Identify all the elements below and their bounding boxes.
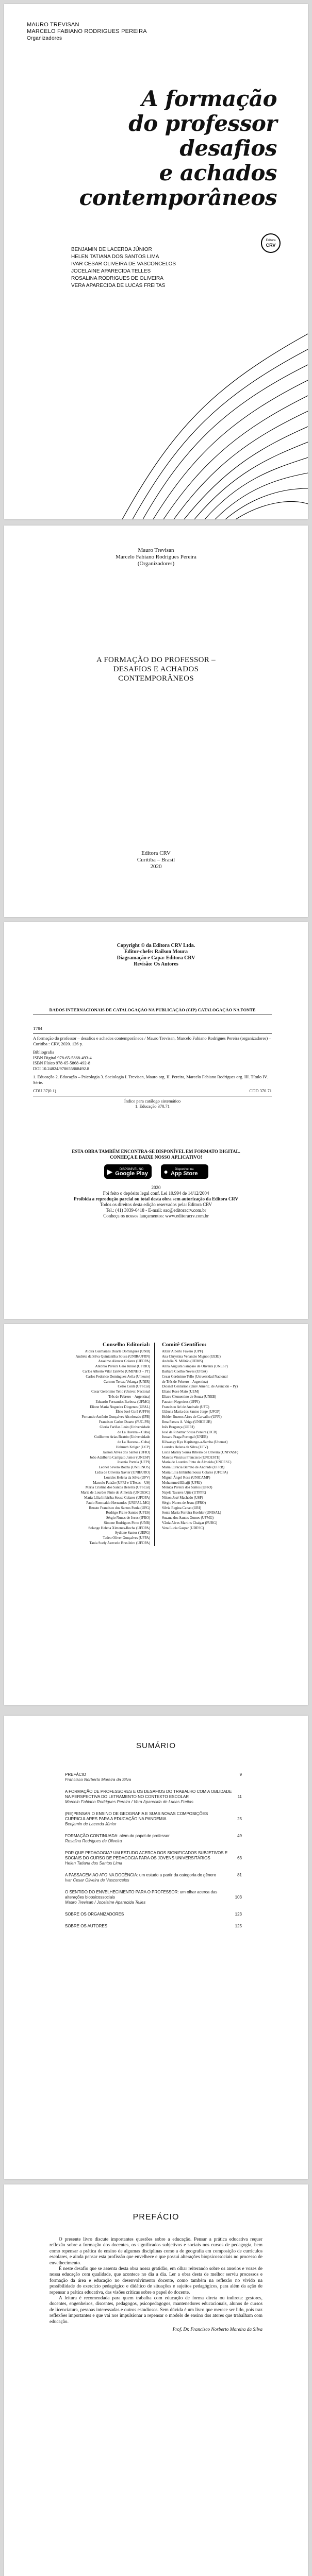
council-member: Élsio José Corá (UFFS) (116, 1410, 150, 1414)
toc-page: 11 (237, 1794, 242, 1799)
council-member: Ilma Passos A. Veiga (UNICEUB) (162, 1419, 212, 1424)
play-icon: ▶ (107, 1167, 113, 1176)
council-member: Maria de Lourdes Pinto de Almeida (UNOESC) (162, 1460, 232, 1465)
catalog-isbn-digital: ISBN Digital 978-65-5868-493-4 (33, 1055, 92, 1060)
cdd-code: CDD 370.71 (249, 1088, 272, 1093)
council-member: Andréia da Silva Quintanilha Sousa (UNIR/UFRN) (75, 1354, 150, 1359)
council-member: João Adalberto Campato Junior (UNESP) (89, 1455, 150, 1460)
toc-line (65, 1924, 242, 1929)
copyright-page (4, 922, 308, 1319)
toc-item[interactable] (65, 1834, 242, 1844)
council-member: Altair Alberto Fávero (UPF) (162, 1349, 203, 1353)
council-member: Lucia Marisy Souza Ribeiro de Oliveira (UNIVASF) (162, 1450, 239, 1454)
council-member: Lourdes Helena da Silva (UFV) (162, 1445, 208, 1449)
council-member: Gloria Fariñas León (Universidade (100, 1425, 150, 1429)
toc-line (65, 1772, 242, 1777)
catalog-entry: A formação do professor – desafios e achados contemporâneos / Mauro Trevisan, Marcelo Fabiano Rodrigues Pereira (organizadores) – Curitiba : CRV, 2020. 126 p. (33, 1036, 271, 1046)
council-member: Marcelo Paixão (UFRJ e UTexas – US) (93, 1480, 150, 1485)
council-member: de La Havana – Cuba) (118, 1430, 150, 1434)
council-member: Mônica Pereira dos Santos (UFRJ) (162, 1485, 212, 1490)
council-member: Elione Maria Nogueira Diogenes (UFAL) (90, 1404, 150, 1409)
council-member: Andréia N. Militão (UEMS) (162, 1359, 203, 1364)
catalog-biblio: Bibliografia (33, 1049, 55, 1055)
council-member: Cesar Gerónimo Tello (Universidad Nacional (162, 1374, 228, 1379)
editorial-council-title: Conselho Editorial: (103, 1342, 150, 1348)
toc-item[interactable] (65, 1890, 242, 1905)
editor-line: Editor-chefe: Railson Moura (124, 949, 188, 955)
council-member: Helder Buenos Aires de Carvalho (UFPI) (162, 1415, 222, 1419)
toc-author: Mauro Trevisan / Jocelaine Aparecida Telles (65, 1900, 146, 1905)
toc-title: PREFÁCIO (65, 1772, 86, 1777)
app-store-label: App Store (170, 1171, 198, 1177)
toc-title: SOBRE OS ORGANIZADORES (65, 1912, 124, 1917)
organizer-name: Marcelo Fabiano Rodrigues Pereira (116, 554, 196, 560)
council-member: Maria Lília Imbiriba Sousa Colares (UFOPA) (84, 1495, 150, 1500)
council-member: Antônio Pereira Gaio Júnior (UFRRJ) (95, 1364, 150, 1369)
council-member: Carlos Federico Dominguez Avila (Unieuro) (86, 1374, 150, 1379)
publisher-name: Editora CRV (141, 850, 171, 856)
toc-page: 103 (235, 1895, 242, 1900)
council-member: Lourdes Helena da Silva (UFV) (104, 1475, 150, 1480)
council-member: Aldira Guimarães Duarte Domínguez (UNB) (85, 1349, 150, 1353)
toc-item[interactable] (65, 1924, 242, 1929)
cover-author: IVAR CESAR OLIVEIRA DE VASCONCELOS (71, 261, 176, 267)
table-of-contents (65, 1772, 242, 1936)
toc-title: FORMAÇÃO CONTINUADA: além do papel de professor (65, 1834, 170, 1838)
organizer-name: Mauro Trevisan (138, 547, 174, 553)
preface-paragraph: A leitura é recomendada para quem trabalha com educação de forma direta ou indireta: gestores, docentes, engenheiros, discentes, pedagogos, psicopedagogos, mantenedores educacionais, alunos de cursos de licenciatura, pessoas interessadas e outros estudiosos. Sem dúvida é um livro que merece ser lido, pois traz reflexões importantes e que vai nos impulsionar a repensar o modelo de ensino dos atores que trabalham com educação. (50, 2296, 262, 2325)
council-member: Diosnel Centurion (Univ Americ. de Asunción – Py) (162, 1384, 238, 1389)
preface-heading: PREFÁCIO (133, 2213, 179, 2222)
google-play-label: Google Play (115, 1171, 148, 1177)
council-member: Míguel Ángel Rosa (UNICAMP) (162, 1475, 210, 1480)
preface-body (50, 2237, 262, 2333)
council-member: Silvia Regina Canan (URI) (162, 1505, 202, 1510)
toc-title: A PASSAGEM AO ATO NA DOCÊNCIA: um estudo a partir da categoria do gênero (65, 1873, 217, 1877)
title-page-organizers (4, 547, 308, 567)
publisher-logo-text: CRV (266, 243, 276, 248)
cover-author: BENJAMIN DE LACERDA JÚNIOR (71, 247, 152, 252)
toc-page: 125 (235, 1924, 242, 1928)
publisher-logo (261, 233, 281, 253)
cover-organizer-2: MARCELO FABIANO RODRIGUES PEREIRA (27, 28, 147, 35)
scientific-committee (158, 1343, 292, 1546)
council-member: Simone Rodrigues Pinto (UNB) (104, 1520, 150, 1525)
toc-item[interactable] (65, 1811, 242, 1827)
council-member: Josania Portela (UFPI) (117, 1460, 150, 1465)
google-play-small: DISPONÍVEL NO (119, 1168, 144, 1171)
toc-author: Rosalina Rodrigues de Oliveira (65, 1839, 122, 1843)
council-member: Francisco Ari de Andrade (UFC) (162, 1404, 209, 1409)
publisher-year: 2020 (150, 863, 162, 870)
book-title (25, 655, 287, 683)
cdu-code: CDU 37(0.1) (33, 1088, 56, 1093)
catalog-title: DADOS INTERNACIONAIS DE CATALOGAÇÃO NA PUBLICAÇÃO (CIP) CATALOGAÇÃO NA FONTE (33, 1007, 272, 1014)
toc-title: A FORMAÇÃO DE PROFESSORES E OS DESAFIOS DO TRABALHO COM A OBLIDADE NA PERSPECTIVA DO LETRAMENTO NO CONTEXTO ESCOLAR (65, 1789, 232, 1799)
toc-line (65, 1811, 242, 1822)
council-member: Vânia Alves Martins Chaigar (FURG) (162, 1520, 217, 1525)
toc-item[interactable] (65, 1873, 242, 1883)
council-member: Inês Bragança (UERJ) (162, 1425, 194, 1429)
publisher-city: Curitiba – Brasil (137, 857, 175, 863)
toc-title: POR QUE PEDAGOGIA? UM ESTUDO ACERCA DOS SIGNIFICADOS SUBJETIVOS E SOCIAIS DO CURSO DE PEDAGOGIA PARA OS JOVENS UNIVERSITÁRIOS (65, 1851, 228, 1860)
catalog-doi: DOI 10.24824/978655868492.8 (33, 1065, 89, 1071)
council-member: Maria Eurácia Barreto de Andrade (UFRB) (162, 1465, 225, 1470)
toc-page: 25 (237, 1817, 242, 1821)
council-member: Lídia de Oliveira Xavier (UNIEURO) (95, 1470, 150, 1475)
council-member: Maria de Lourdes Pinto de Almeida (UNOESC) (80, 1490, 150, 1495)
book-title-line: A FORMAÇÃO DO PROFESSOR – (96, 656, 216, 664)
council-member: Najela Tavares Ujiie (UTFPR) (162, 1490, 206, 1495)
council-member: Francisco Carlos Duarte (PUC-PR) (99, 1419, 150, 1424)
toc-page: 9 (239, 1772, 242, 1777)
legal-prohibited: Proibida a reprodução parcial ou total desta obra sem autorização da Editora CRV (73, 1196, 238, 1201)
toc-page: 49 (237, 1834, 242, 1838)
apple-icon: ● (163, 1167, 168, 1176)
council-member: Jailson Alves dos Santos (UFRJ) (103, 1450, 150, 1454)
organizer-role: (Organizadores) (137, 561, 175, 567)
legal-deposit: Foi feito o depósito legal conf. Lei 10.994 de 14/12/2004 (103, 1191, 209, 1196)
council-member: Celso Conti (UFSCar) (118, 1384, 150, 1389)
cover-title-line: desafios (179, 135, 277, 161)
google-play-badge[interactable] (104, 1164, 152, 1179)
council-member: Paulo Romualdo Hernandes (UNIFAL-MG) (86, 1500, 150, 1505)
toc-author: Marcelo Fabiano Rodrigues Pereira / Vera Aparecida de Lucas Freitas (65, 1800, 193, 1804)
cover-page (4, 4, 308, 519)
council-member: Vera Lucia Gaspar (UDESC) (162, 1526, 204, 1530)
toc-line (65, 1912, 242, 1917)
classification-row (33, 1088, 272, 1094)
editorial-council (20, 1343, 155, 1546)
review-line: Revisão: Os Autores (134, 961, 178, 967)
book-title-line: CONTEMPORÂNEOS (118, 674, 194, 683)
cover-organizers (27, 22, 147, 42)
cover-author: VERA APARECIDA DE LUCAS FREITAS (71, 283, 166, 289)
catalog-subjects: 1. Educação 2. Educação – Psicologia 3. Sociologia I. Trevisan, Mauro org. II. Pereira, Marcelo Fabiano Rodrigues org. III. Título IV. Série. (33, 1074, 268, 1085)
council-member: Sonia Maria Ferreira Koehler (UNISAL) (162, 1511, 221, 1515)
council-member: Sydione Santos (UEPG) (114, 1531, 150, 1535)
council-member: Fauston Negreiros (UFPI) (162, 1399, 200, 1404)
toc-author: Ivar Cesar Oliveira de Vasconcelos (65, 1878, 129, 1883)
cover-title-line: contemporâneos (79, 185, 277, 210)
summary-page (4, 1716, 308, 2179)
title-page (4, 526, 308, 917)
app-notice: CONHEÇA E BAIXE NOSSO APLICATIVO! (110, 1155, 202, 1160)
scientific-committee-list (162, 1349, 292, 1531)
legal-year: 2020 (151, 1185, 161, 1190)
council-member: Cesar Gerónimo Tello (Univer. Nacional (91, 1389, 150, 1394)
digital-edition-block (25, 1149, 287, 1219)
council-member: Anselmo Alencar Colares (UFOPA) (98, 1359, 150, 1364)
council-member: Anna Augusta Sampaio de Oliveira (UNESP) (162, 1364, 228, 1369)
preface-paragraph: É neste desafio que se assenta desta obra nossa gratidão, em olhar reiterando sobre os anseios e vozes de nossa educação com qualidade, que acontece no dia a dia. Ler a obra desta de melhor serviu processos e formação da área e educação no desenvolvimento docente, como também na reflexão no vivido na possibilidade do exercício pedagógico e didático de situações e sujeitos pedagógicos, para além da ação de repensar a prática educativa, das visões críticas sobre o papel do docente. (50, 2266, 262, 2295)
council-member: Tadeu Oliver Gonçalves (UFPA) (103, 1536, 150, 1540)
cover-title-line: e achados (159, 160, 277, 185)
council-member: Gláucia Maria dos Santos Jorge (UFOP) (162, 1410, 221, 1414)
council-member: Kilwangy Kya Kapitango-a-Samba (Unemat) (162, 1440, 228, 1445)
council-member: Tania Suely Azevedo Brasileiro (UFOPA) (89, 1541, 150, 1546)
preface-page (4, 2184, 308, 2576)
toc-author: Helen Tatiana dos Santos Lima (65, 1861, 122, 1866)
layout-line: Diagramação e Capa: Editora CRV (117, 955, 195, 961)
council-member: Elizeu Clementino de Souza (UNEB) (162, 1394, 216, 1399)
toc-item[interactable] (65, 1789, 242, 1805)
scientific-committee-title: Comitê Científico: (162, 1342, 207, 1348)
toc-title: (RE)PENSAR O ENSINO DE GEOGRAFIA E SUAS NOVAS COMPOSIÇÕES CURRICULARES PARA A EDUCAÇÃO NA PANDEMIA (65, 1811, 208, 1821)
council-member: Renato Francisco dos Santos Paula (UFG) (89, 1505, 150, 1510)
legal-contact: Tel.: (41) 3039-6418 - E-mail: sac@editoracrv.com.br (106, 1208, 206, 1213)
council-columns (20, 1343, 292, 1546)
council-member: Marcos Vinicius Francisco (UNOESTE) (162, 1455, 221, 1460)
council-member: Carlos Alberto Vilar Estêvão (UMINHO – PT) (83, 1369, 150, 1374)
toc-line (65, 1873, 242, 1878)
council-member: Solange Helena Ximenes-Rocha (UFOPA) (88, 1526, 150, 1530)
app-store-badge[interactable] (161, 1164, 208, 1179)
summary-heading: SUMÁRIO (136, 1741, 176, 1750)
council-member: de La Havana – Cuba) (118, 1440, 150, 1445)
toc-page: 63 (237, 1856, 242, 1860)
toc-line (65, 1851, 242, 1861)
toc-page: 123 (235, 1912, 242, 1917)
catalog-code: T784 (33, 1025, 42, 1031)
toc-author: Benjamin de Lacerda Júnior (65, 1822, 117, 1826)
cover-role: Organizadores (27, 36, 62, 41)
index-title: Índice para catálogo sistemático (124, 1098, 181, 1104)
cover-title (79, 87, 277, 210)
publisher-info (4, 850, 308, 870)
council-member: Fernando Antônio Gonçalves Alcoforado (IPB) (81, 1415, 150, 1419)
copyright-header (4, 943, 308, 968)
cover-author: ROSALINA RODRIGUES DE OLIVEIRA (71, 276, 163, 281)
council-member: Leonel Severo Rocha (UNISINOS) (98, 1465, 150, 1470)
council-member: Ana Chrystina Venancio Mignot (UERJ) (162, 1354, 221, 1359)
book-title-line: DESAFIOS E ACHADOS (113, 665, 199, 673)
cover-organizer-1: MAURO TREVISAN (27, 22, 79, 28)
toc-title: SOBRE OS AUTORES (65, 1924, 108, 1928)
toc-page: 81 (237, 1873, 242, 1877)
council-member: Mohammed Elhajji (UFRJ) (162, 1480, 202, 1485)
council-member: Nilson José Machado (USP) (162, 1495, 203, 1500)
cover-author: JOCELAINE APARECIDA TELLES (71, 268, 151, 274)
toc-line (65, 1834, 242, 1839)
legal-rights: Todos os direitos desta edição reservados pela: Editora CRV (100, 1202, 212, 1207)
index-block (33, 1098, 272, 1109)
legal-website: Conheça os nossos lançamentos: www.editoracrv.com.br (103, 1213, 209, 1218)
council-member: Sérgio Nunes de Jesus (IFRO) (162, 1500, 206, 1505)
preface-signature: Prof. Dr. Francisco Norberto Moreira da Silva (172, 2327, 262, 2333)
council-member: Jussara Fraga Portugal (UNEB) (162, 1435, 208, 1439)
app-store-small: Disponível na (175, 1168, 194, 1171)
council-member: Barbara Coelho Neves (UFBA) (162, 1369, 208, 1374)
toc-title: O SENTIDO DO ENVELHECIMENTO PARA O PROFESSOR: um olhar acerca das alterações biopsicossociais (65, 1890, 218, 1900)
council-member: Rodrigo Pratte-Santos (UFES) (106, 1511, 150, 1515)
council-member: Guillermo Arias Beatón (Universidade (94, 1435, 150, 1439)
council-member: Suzana dos Santos Gomes (UFMG) (162, 1516, 214, 1520)
cover-title-line: A formação (141, 86, 277, 111)
toc-line (65, 1890, 242, 1900)
catalog-card (33, 1007, 272, 1109)
council-member: de Três de Febrero – Argentina) (162, 1379, 208, 1384)
toc-item[interactable] (65, 1912, 242, 1917)
council-member: Carmen Tereza Velanga (UNIR) (103, 1379, 150, 1384)
council-member: Eliane Rose Maio (UEM) (162, 1389, 200, 1394)
council-member: Eduardo Fernandes Barbosa (UFMG) (95, 1399, 150, 1404)
index-item: 1. Educação 370.71 (135, 1104, 170, 1109)
toc-line (65, 1789, 242, 1800)
catalog-isbn-fisico: ISBN Físico 978-65-5868-492-8 (33, 1060, 90, 1065)
ebook-notice: ESTA OBRA TAMBÉM ENCONTRA-SE DISPONÍVEL EM FORMATO DIGITAL. (72, 1149, 240, 1154)
editorial-council-list (20, 1349, 150, 1546)
council-page (4, 1324, 308, 1705)
council-member: Helmuth Krüger (UCP) (116, 1445, 150, 1449)
council-member: Maria Cristina dos Santos Bezerra (UFSCar) (85, 1485, 150, 1490)
preface-paragraph: O presente livro discute importantes questões sobre a educação. Pensar a prática educativa requer reflexão sobre a formação dos docentes, os significados subjetivos e sociais nos cursos de pedagogia, bem como repensar a prática de ensino de algumas disciplinas como a de geografia em composição de currículos escolares, e ainda pensar esta profissão que envelhece e que possui alterações biopsicossociais no processo de envelhecimento. (50, 2237, 262, 2266)
cover-decorative-lines (122, 251, 308, 519)
cover-title-line: do professor (128, 111, 277, 136)
council-member: Sérgio Nunes de Jesus (IFRO) (106, 1516, 150, 1520)
council-member: José de Ribamar Sousa Pereira (UCB) (162, 1430, 218, 1434)
app-store-badges (25, 1164, 287, 1179)
toc-item[interactable] (65, 1772, 242, 1783)
cover-author: HELEN TATIANA DOS SANTOS LIMA (71, 254, 159, 260)
copyright-line: Copyright © da Editora CRV Ltda. (117, 943, 195, 948)
toc-author: Francisco Norberto Moreira da Silva (65, 1777, 132, 1782)
council-member: Três de Febrero – Argentina) (108, 1394, 150, 1399)
council-member: Maria Lília Imbiriba Sousa Colares (UFOPA) (162, 1470, 228, 1475)
publisher-logo-sub: Editora (266, 239, 276, 242)
toc-item[interactable] (65, 1851, 242, 1866)
